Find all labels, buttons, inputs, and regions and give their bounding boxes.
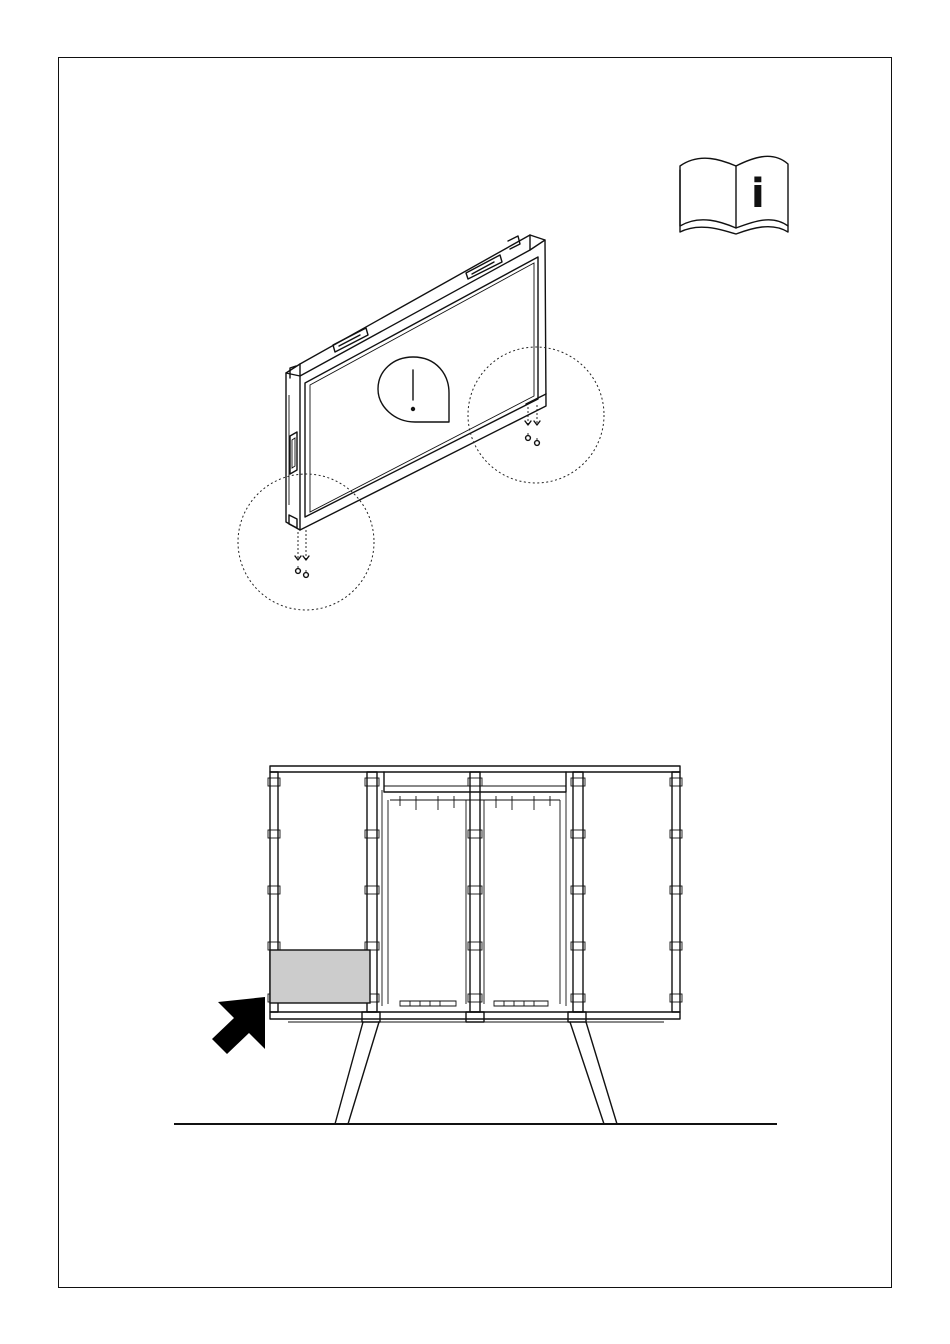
read-manual-icon: [680, 156, 788, 234]
cabinet-drawing: [268, 766, 682, 1124]
screws-left: [295, 530, 309, 577]
info-glyph: i: [751, 171, 765, 217]
highlighted-panel: [270, 950, 370, 1003]
pointer-arrow-icon: [212, 997, 265, 1054]
